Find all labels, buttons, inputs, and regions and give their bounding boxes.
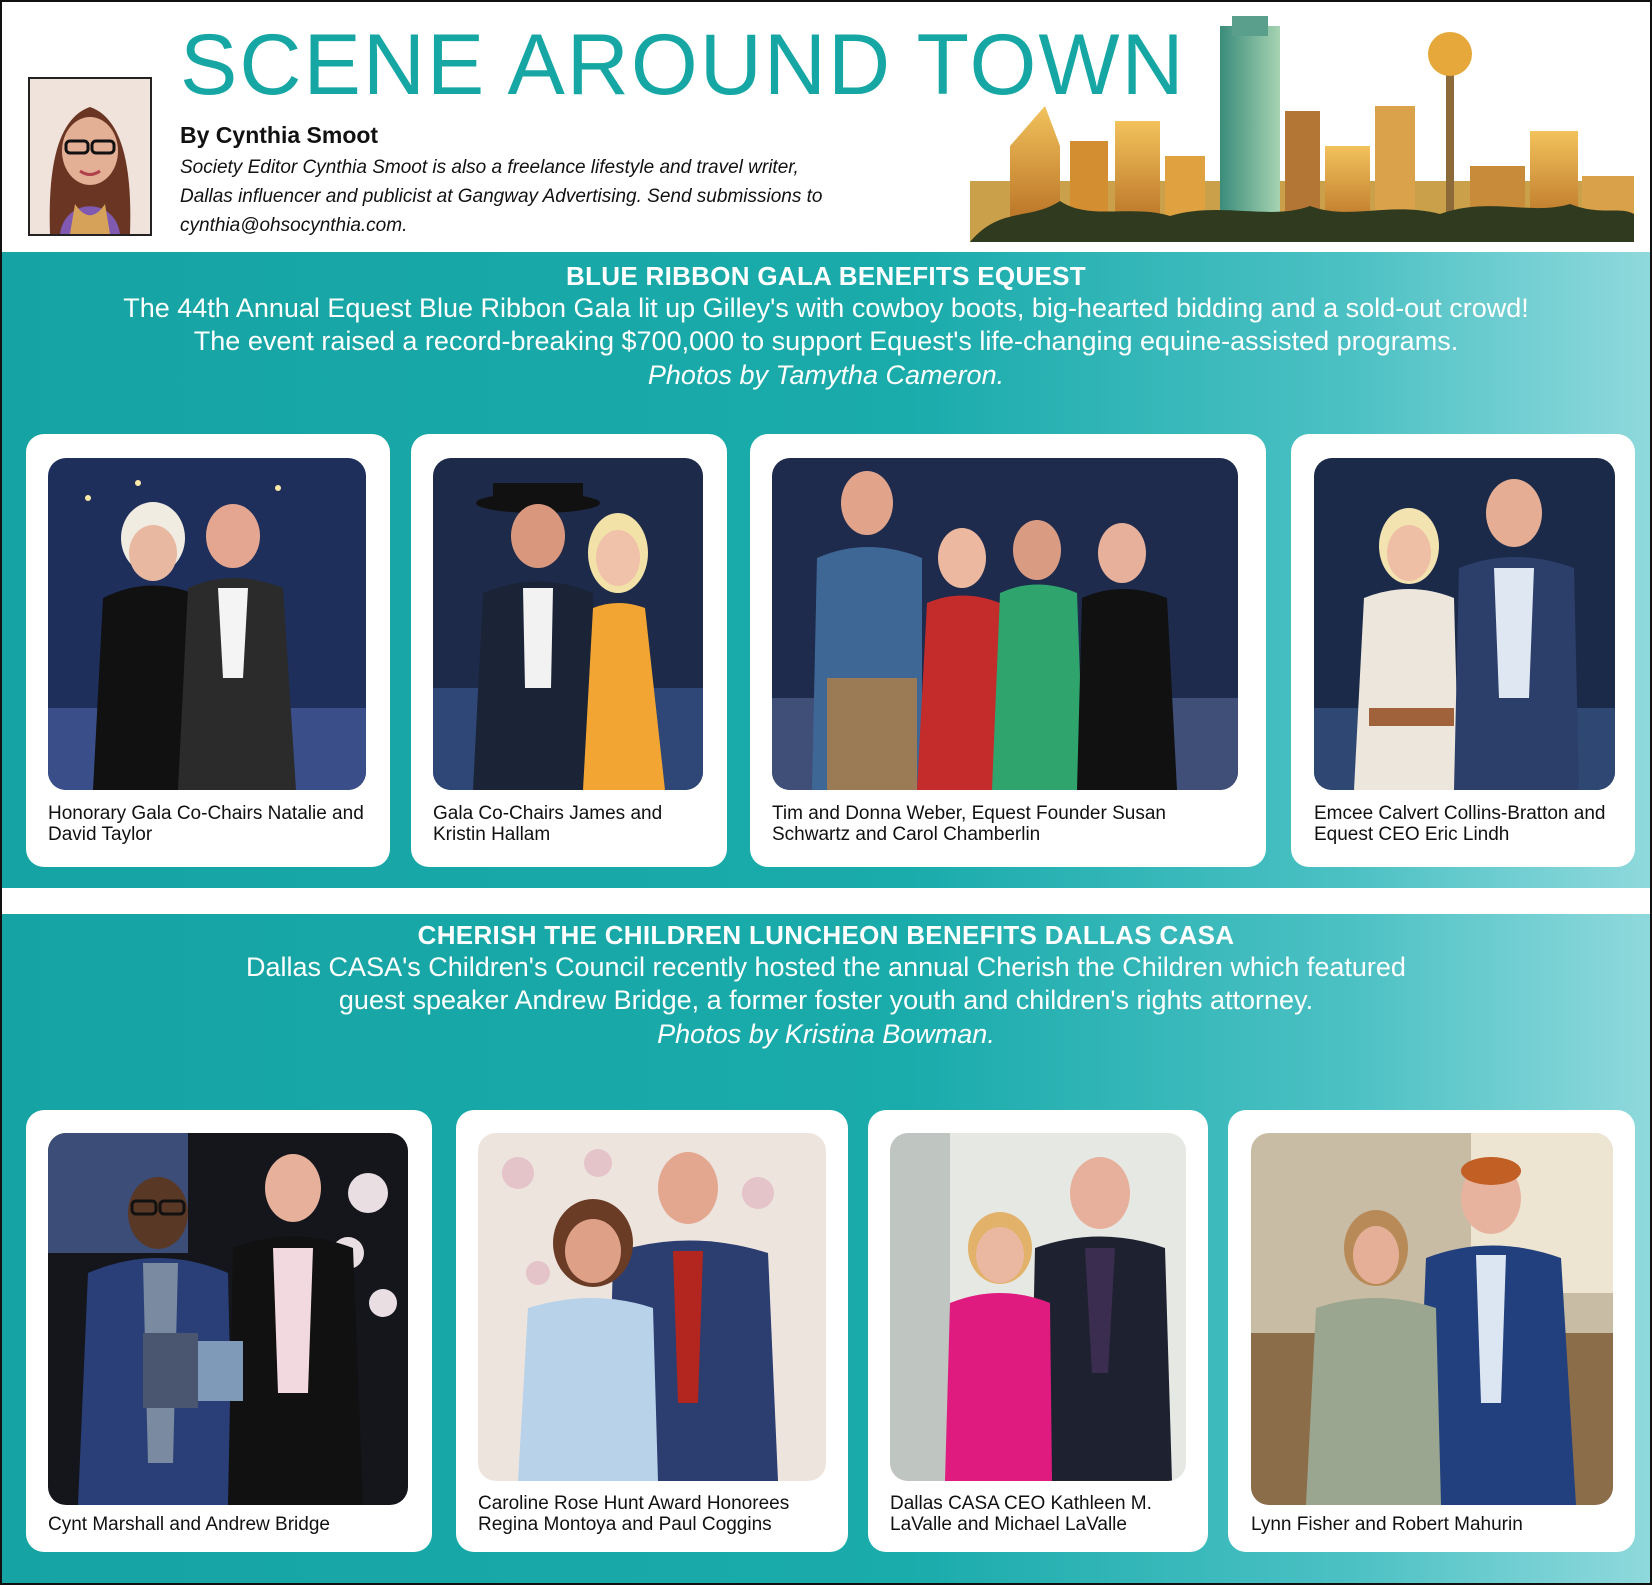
photo-caption: Cynt Marshall and Andrew Bridge xyxy=(48,1514,330,1535)
section-body-line-1: Dallas CASA's Children's Council recently hosted the annual Cherish the Children which featured xyxy=(246,952,1406,982)
photo-caption: Lynn Fisher and Robert Mahurin xyxy=(1251,1514,1523,1535)
photo-card xyxy=(1228,1110,1635,1552)
section-title: CHERISH THE CHILDREN LUNCHEON BENEFITS DALLAS CASA xyxy=(417,920,1235,950)
photo-card xyxy=(868,1110,1208,1552)
photo-credit: Photos by Kristina Bowman. xyxy=(657,1019,995,1049)
author-bio: Society Editor Cynthia Smoot is also a freelance lifestyle and travel writer, Dallas influencer and publicist at Gangway Advertising. Send submissions to cynthia@ohsocynthia.com. xyxy=(180,157,823,236)
event-photo xyxy=(772,458,1238,790)
photo-card xyxy=(26,1110,432,1552)
photo-caption: Gala Co-Chairs James and Kristin Hallam xyxy=(433,803,663,845)
author-headshot xyxy=(28,77,152,236)
event-photo xyxy=(48,458,366,790)
photo-caption: Emcee Calvert Collins-Bratton and Equest CEO Eric Lindh xyxy=(1314,803,1606,845)
dallas-skyline-image xyxy=(970,16,1634,242)
photo-caption: Dallas CASA CEO Kathleen M. LaValle and Michael LaValle xyxy=(890,1493,1152,1535)
photo-card xyxy=(26,434,390,867)
photo-caption: Honorary Gala Co-Chairs Natalie and David Taylor xyxy=(48,803,364,845)
photo-card xyxy=(1291,434,1635,867)
event-photo xyxy=(48,1133,408,1505)
section-body-line-2: guest speaker Andrew Bridge, a former foster youth and children's rights attorney. xyxy=(338,985,1314,1015)
event-photo xyxy=(478,1133,826,1481)
photo-card xyxy=(456,1110,848,1552)
photo-caption: Caroline Rose Hunt Award Honorees Regina Montoya and Paul Coggins xyxy=(478,1493,790,1535)
section-blue-ribbon-gala xyxy=(2,252,1650,888)
photo-card xyxy=(411,434,727,867)
event-photo xyxy=(1314,458,1615,790)
event-photo xyxy=(890,1133,1186,1481)
event-photo xyxy=(433,458,703,790)
photo-caption: Tim and Donna Weber, Equest Founder Susan Schwartz and Carol Chamberlin xyxy=(772,803,1166,845)
photo-credit: Photos by Tamytha Cameron. xyxy=(647,360,1005,390)
section-body-line-2: The event raised a record-breaking $700,000 to support Equest's life-changing equine-assisted programs. xyxy=(193,326,1459,356)
column-header xyxy=(2,2,1650,250)
event-photo xyxy=(1251,1133,1613,1505)
photo-card xyxy=(750,434,1266,867)
author-byline: By Cynthia Smoot xyxy=(180,122,379,148)
section-title: BLUE RIBBON GALA BENEFITS EQUEST xyxy=(566,261,1086,291)
section-cherish-the-children xyxy=(2,914,1650,1583)
page-title: SCENE AROUND TOWN xyxy=(180,17,1186,113)
section-body-line-1: The 44th Annual Equest Blue Ribbon Gala lit up Gilley's with cowboy boots, big-hearted bidding and a sold-out crowd! xyxy=(123,293,1529,323)
